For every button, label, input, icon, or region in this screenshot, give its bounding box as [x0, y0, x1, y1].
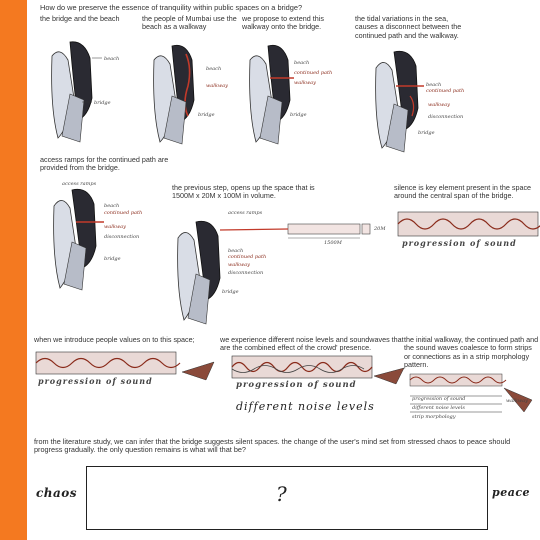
- label-walkway-strip: walkway: [506, 398, 528, 404]
- label-progression-2: progression of sound: [38, 376, 153, 386]
- label-continued-path-4: continued path: [426, 88, 465, 94]
- label-beach-6: beach: [228, 248, 244, 254]
- sketch-tidal-disconnect: [368, 42, 468, 157]
- orange-side-strip: [0, 0, 27, 540]
- label-peace: peace: [492, 486, 531, 499]
- caption-7: silence is key element present in the space around the central span of the bridge.: [394, 183, 532, 201]
- caption-8: when we introduce people values on to this space;: [34, 335, 195, 344]
- label-access-ramps-6: access ramps: [228, 210, 263, 216]
- label-disconnection-4: disconnection: [428, 114, 464, 120]
- label-walkway-4: walkway: [428, 102, 450, 108]
- label-walkway-3: walkway: [294, 80, 316, 86]
- label-bridge-1: bridge: [94, 100, 111, 106]
- label-continued-path-6: continued path: [228, 254, 267, 260]
- label-different-noise-levels-small: different noise levels: [412, 405, 465, 411]
- label-chaos: chaos: [36, 486, 78, 500]
- caption-4: the tidal variations in the sea, causes a disconnect between the continued path and the walkway.: [355, 14, 462, 40]
- label-continued-path-5: continued path: [104, 210, 143, 216]
- label-dim-20: 20M: [374, 226, 386, 232]
- sketch-people-wave: [36, 352, 216, 392]
- sketch-noise-levels: [232, 356, 407, 396]
- label-continued-path-3: continued path: [294, 70, 333, 76]
- label-different-noise-levels: different noise levels: [236, 400, 375, 413]
- label-bridge-5: bridge: [104, 256, 121, 262]
- label-dim-1500: 1500M: [324, 240, 342, 246]
- label-beach-4: beach: [426, 82, 442, 88]
- label-disconnection-5: disconnection: [104, 234, 140, 240]
- caption-5: access ramps for the continued path are provided from the bridge.: [40, 155, 169, 173]
- label-progression-3: progression of sound: [236, 380, 357, 390]
- label-beach-2: beach: [206, 66, 222, 72]
- caption-2: the people of Mumbai use the beach as a walkway: [142, 14, 237, 32]
- sketch-bridge-beach: [46, 38, 136, 148]
- label-beach-3: beach: [294, 60, 310, 66]
- transition-box: [86, 466, 488, 530]
- label-progression-4: progression of sound: [412, 396, 466, 402]
- caption-6: the previous step, opens up the space that is 1500M x 20M x 100M in volume.: [172, 183, 315, 201]
- label-bridge-4: bridge: [418, 130, 435, 136]
- label-bridge-6: bridge: [222, 289, 239, 295]
- sketch-extend-walkway: [244, 38, 334, 148]
- sketch-beach-walkway: [148, 38, 238, 148]
- label-strip-morphology: strip morphology: [412, 414, 456, 420]
- label-access-ramps-5: access ramps: [62, 181, 97, 187]
- caption-1: the bridge and the beach: [40, 14, 120, 23]
- page-question: How do we preserve the essence of tranquility within public spaces on a bridge?: [40, 3, 303, 12]
- label-walkway-5: walkway: [104, 224, 126, 230]
- sketch-strip-morphology: [410, 370, 538, 420]
- label-progression-1: progression of sound: [402, 238, 517, 248]
- caption-10: the initial walkway, the continued path and the sound waves coalesce to form strips or connections as in a strip morphology pattern.: [404, 335, 539, 370]
- label-walkway-6: walkway: [228, 262, 250, 268]
- caption-conclusion: from the literature study, we can infer that the bridge suggests silent spaces. the change of the user's mind set from stressed chaos to peace should progress gradually. the only question remains is what will that be?: [34, 437, 511, 455]
- label-disconnection-6: disconnection: [228, 270, 264, 276]
- label-beach-5: beach: [104, 203, 120, 209]
- label-bridge-3: bridge: [290, 112, 307, 118]
- caption-9: we experience different noise levels and soundwaves that are the combined effect of the crowd' presence.: [220, 335, 404, 353]
- label-walkway-2: walkway: [206, 83, 228, 89]
- label-bridge-2: bridge: [198, 112, 215, 118]
- label-beach-1: beach: [104, 56, 120, 62]
- question-mark: ?: [276, 482, 287, 506]
- caption-3: we propose to extend this walkway onto the bridge.: [242, 14, 324, 32]
